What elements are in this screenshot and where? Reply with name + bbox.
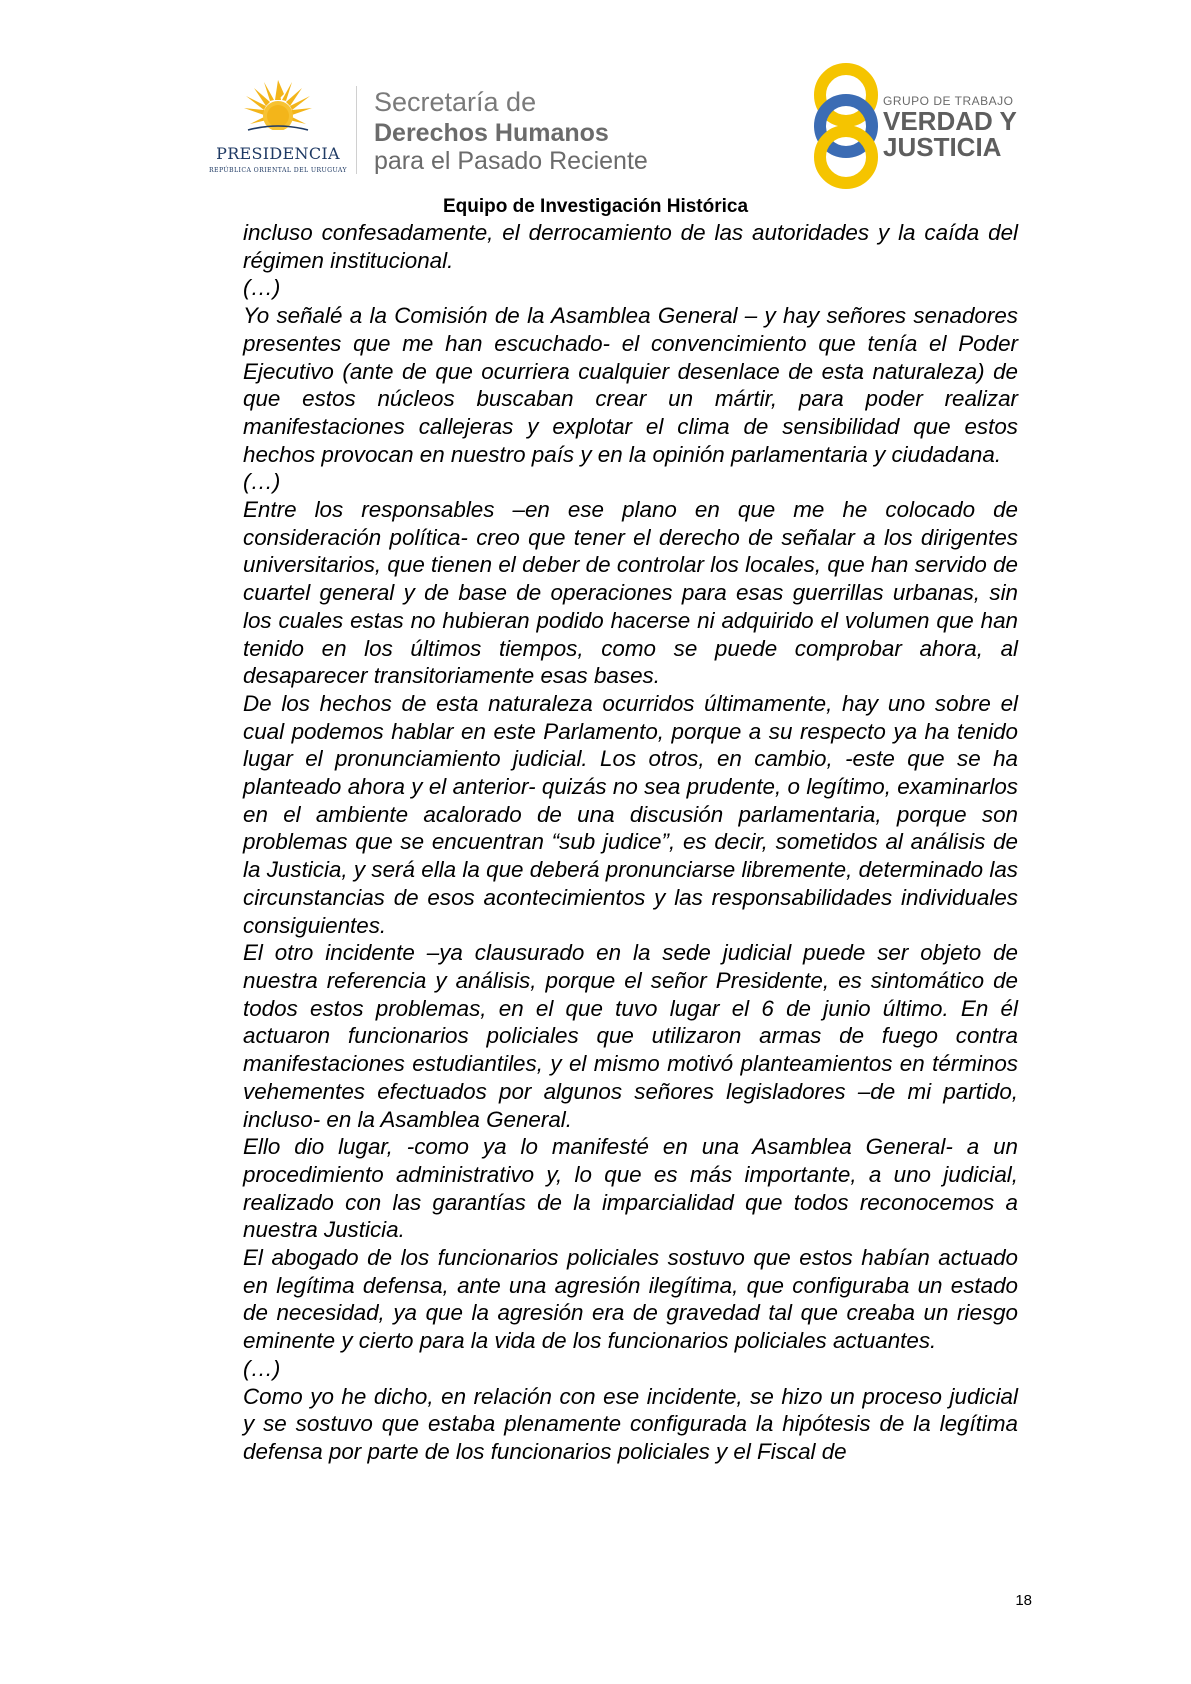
header-divider bbox=[356, 86, 357, 174]
paragraph: Ello dio lugar, -como ya lo manifesté en una Asamblea General- a un procedimiento administrativo y, lo que es más importante, a uno judicial, realizado con las garantías de la imparcialidad que todos reconocemos a nuestra Justicia. bbox=[243, 1134, 1018, 1243]
ellipsis-marker: (…) bbox=[243, 1355, 281, 1381]
secretaria-line-2: Derechos Humanos bbox=[374, 119, 609, 147]
page-number: 18 bbox=[1015, 1592, 1032, 1609]
ellipsis-marker: (…) bbox=[243, 469, 281, 495]
paragraph: Entre los responsables –en ese plano en que me he colocado de consideración política- creo que tener el derecho de señalar a los dirigentes universitarios, que tienen el deber de controlar los locales, que han servido de cuartel general y de base de operaciones para esas guerrillas urbanas, sin los cuales estas no hubieran podido hacerse ni adquirido el volumen que han tenido en los últimos tiempos, como se puede comprobar ahora, al desaparecer transitoriamente esas bases. bbox=[243, 497, 1018, 689]
secretaria-wordmark bbox=[374, 86, 648, 175]
document-body bbox=[243, 219, 1018, 1466]
paragraph: Como yo he dicho, en relación con ese incidente, se hizo un proceso judicial y se sostuvo que estaba plenamente configurada la hipótesis de la legítima defensa por parte de los funcionarios policiales y el Fiscal de bbox=[243, 1383, 1018, 1464]
team-title: Equipo de Investigación Histórica bbox=[442, 196, 749, 217]
paragraph: El otro incidente –ya clausurado en la sede judicial puede ser objeto de nuestra referencia y análisis, porque el señor Presidente, es sintomático de todos estos problemas, en el que tuvo lugar el 6 de junio último. En él actuaron funcionarios policiales que utilizaron armas de fuego contra manifestaciones estudiantiles, y el mismo motivó planteamientos en términos vehementes efectuados por algunos señores legisladores –de mi partido, incluso- en la Asamblea General. bbox=[243, 940, 1018, 1132]
secretaria-line-3: para el Pasado Reciente bbox=[374, 147, 648, 175]
grupo-line-1: GRUPO DE TRABAJO bbox=[883, 94, 1014, 108]
sun-emblem-icon bbox=[240, 78, 316, 144]
grupo-line-2: VERDAD Y bbox=[883, 106, 1017, 136]
ellipsis-marker: (…) bbox=[243, 275, 281, 301]
page-header bbox=[0, 0, 1191, 200]
paragraph: El abogado de los funcionarios policiales sostuvo que estos habían actuado en legítima defensa, ante una agresión ilegítima, que configuraba un estado de necesidad, ya que la agresión era de gravedad tal que creaba un riesgo eminente y cierto para la vida de los funcionarios policiales actuantes. bbox=[243, 1245, 1018, 1354]
paragraph: De los hechos de esta naturaleza ocurridos últimamente, hay uno sobre el cual podemos hablar en este Parlamento, porque a su respecto ya ha tenido lugar el pronunciamiento judicial. Los otros, en cambio, -este que se ha planteado ahora y el anterior- quizás no sea prudente, o legítimo, examinarlos en el ambiente acalorado de una discusión parlamentaria, porque son problemas que se encuentran “sub judice”, es decir, sometidos al análisis de la Justicia, y será ella la que deberá pronunciarse libremente, determinado las circunstancias de esos acontecimientos y las responsabilidades individuales consiguientes. bbox=[243, 690, 1018, 938]
paragraph: Yo señalé a la Comisión de la Asamblea General – y hay señores senadores presentes que me han escuchado- el convencimiento que tenía el Poder Ejecutivo (ante de que ocurriera cualquier desenlace de esta naturaleza) de que estos núcleos buscaban crear un mártir, para poder realizar manifestaciones callejeras y explotar el clima de sensibilidad que estos hechos provocan en nuestro país y en la opinión parlamentaria y ciudadana. bbox=[243, 303, 1018, 467]
presidencia-title: PRESIDENCIA bbox=[216, 144, 340, 163]
presidencia-subtitle: REPÚBLICA ORIENTAL DEL URUGUAY bbox=[208, 167, 348, 174]
presidencia-logo bbox=[198, 78, 358, 182]
secretaria-line-1: Secretaría de bbox=[374, 87, 537, 117]
grupo-trabajo-wordmark bbox=[883, 94, 1017, 160]
grupo-line-3: JUSTICIA bbox=[883, 132, 1002, 162]
paragraph: incluso confesadamente, el derrocamiento de las autoridades y la caída del régimen institucional. bbox=[243, 220, 1018, 273]
